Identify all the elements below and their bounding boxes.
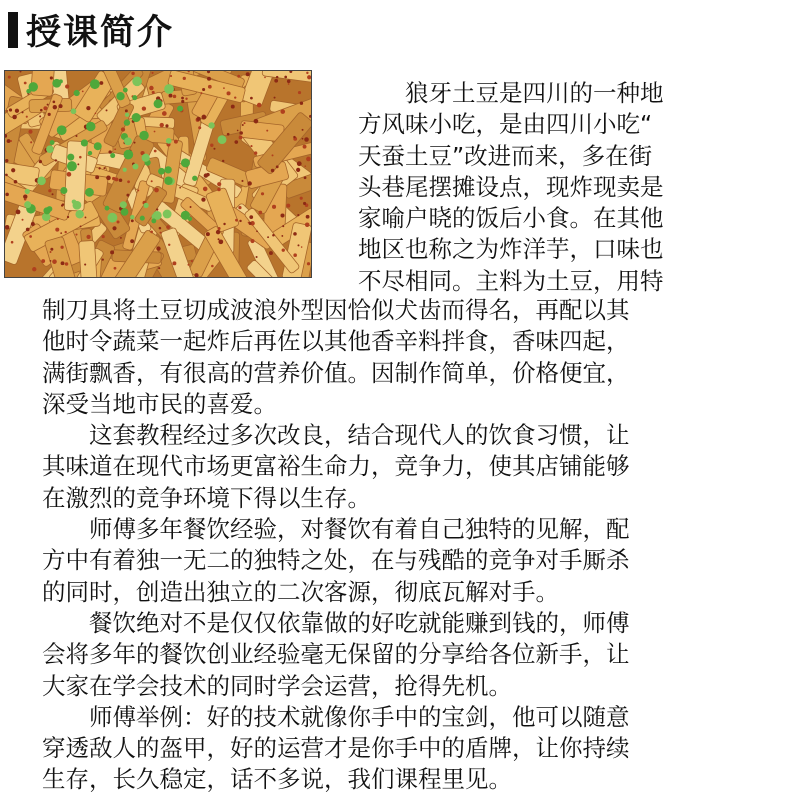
food-photo [4,70,312,278]
text-line: 他时令蔬菜一起炸后再佐以其他香辛料拌食，香味四起， [42,327,630,356]
text-line: 制刀具将土豆切成波浪外型因恰似犬齿而得名，再配以其 [42,296,630,324]
text-line: 在激烈的竞争环境下得以生存。 [42,483,371,512]
text-line: 其味道在现代市场更富裕生命力，竞争力，使其店铺能够 [42,452,630,481]
text-line: 会将多年的餐饮创业经验毫无保留的分享给各位新手，让 [42,640,630,669]
text-line: 头巷尾摆摊设点，现炸现卖是 [358,172,664,201]
body-text [42,295,782,796]
text-line: 师傅多年餐饮经验，对餐饮有着自己独特的见解，配 [42,515,630,544]
text-line: 师傅举例：好的技术就像你手中的宝剑，他可以随意 [42,702,630,731]
intro-paragraph [358,78,778,297]
text-line: 满街飘香，有很高的营养价值。因制作简单，价格便宜， [42,358,630,387]
text-line: 大家在学会技术的同时学会运营，抢得先机。 [42,671,512,700]
text-line: 深受当地市民的喜爱。 [42,389,277,418]
page-title: 授课简介 [26,13,175,53]
text-line: 地区也称之为炸洋芋，口味也 [358,235,664,264]
text-line: 狼牙土豆是四川的一种地 [358,79,664,107]
text-line: 家喻户晓的饭后小食。在其他 [358,204,664,233]
text-line: 这套教程经过多次改良，结合现代人的饮食习惯，让 [42,421,630,450]
text-line: 餐饮绝对不是仅仅依靠做的好吃就能赚到钱的，师傅 [42,608,630,637]
text-line: 方中有着独一无二的独特之处，在与残酷的竞争对手厮杀 [42,546,630,575]
heading-bar-icon [8,12,18,48]
section-heading [8,6,174,54]
text-line: 不尽相同。主料为土豆，用特 [358,266,664,295]
text-line: 穿透敌人的盔甲，好的运营才是你手中的盾牌，让你持续 [42,734,630,763]
text-line: 的同时，创造出独立的二次客源，彻底瓦解对手。 [42,577,559,606]
text-line: 生存，长久稳定，话不多说，我们课程里见。 [42,765,512,794]
fries-photo-icon [5,71,311,277]
text-line: 方风味小吃，是由四川小吃“ [358,110,653,139]
text-line: 天蚕土豆”改进而来，多在街 [358,141,653,170]
